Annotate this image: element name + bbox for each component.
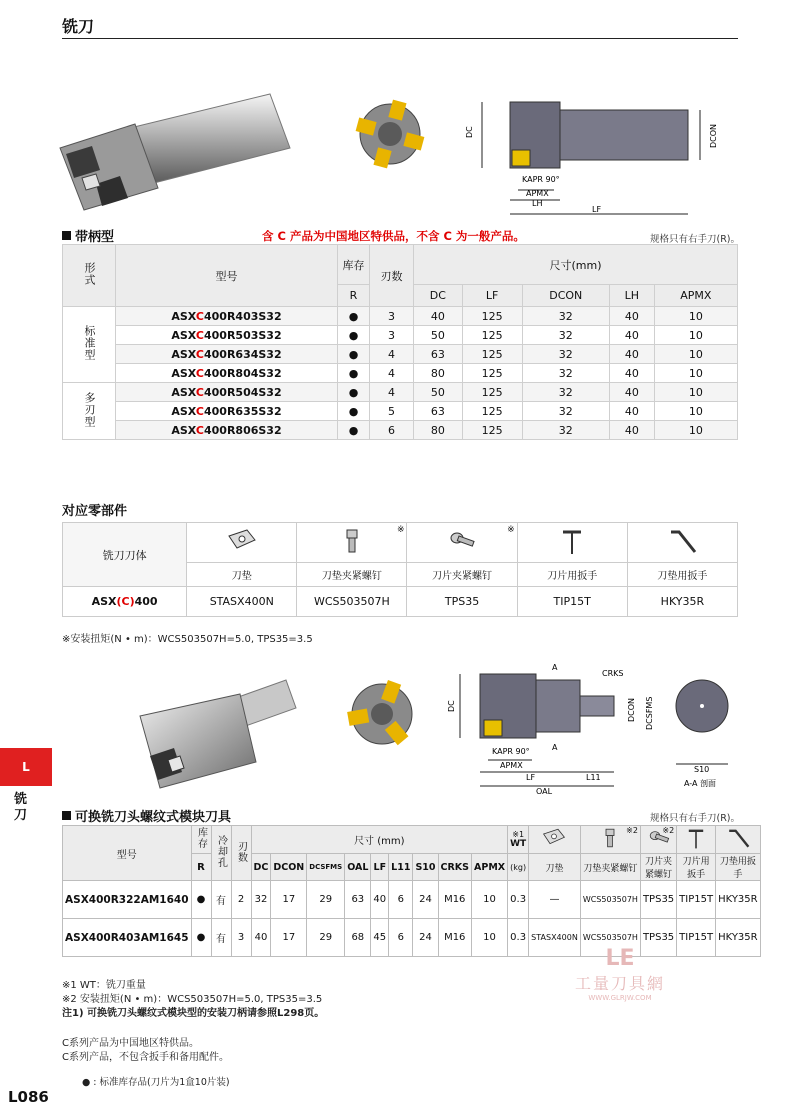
cell-lf: 125 (462, 364, 522, 383)
t3-parts-icon: ※2 (640, 826, 676, 854)
parts-icon-cell (297, 523, 407, 563)
group-std-label: 标准型 (83, 325, 96, 361)
cell-lf: 125 (462, 307, 522, 326)
cell-dc: 80 (414, 364, 463, 383)
modular-table (62, 825, 761, 957)
parts-col-shim-screw: 刀垫夹紧螺钉 (297, 563, 407, 587)
table-row (63, 364, 738, 383)
diagram2-oal-label: OAL (536, 787, 553, 796)
t3-stock-cell: ● (191, 881, 211, 919)
footnote-1: ※1 WT：铣刀重量 (62, 980, 146, 991)
group-multi-label: 多刃型 (83, 391, 96, 428)
page-header-title: 铣刀 (62, 17, 95, 36)
diagram1-dc-label: DC (465, 126, 474, 138)
col-model-header: 型号 (116, 245, 338, 307)
diagram1-lh-label: LH (532, 199, 543, 208)
cell-stock: ● (338, 345, 370, 364)
t3-col-teeth: 刃数 (235, 840, 247, 863)
t3-col-dims: 尺寸 (mm) (251, 826, 508, 854)
t3-part-cell: WCS503507H (580, 881, 640, 919)
shim-screw-icon (335, 526, 369, 556)
t3-part-cell: TIP15T (677, 919, 716, 957)
cell-z: 3 (370, 326, 414, 345)
t3-part-cell: — (529, 881, 581, 919)
col-stock-header: 库存 (338, 245, 370, 285)
t3-dim-header: DCON (271, 854, 307, 881)
cell-apmx: 10 (654, 326, 737, 345)
diagram2-a2-label: A (552, 743, 558, 752)
t3-col-stock: 库存 (195, 827, 207, 849)
t3-dim-header: APMX (472, 854, 508, 881)
cell-dcon: 32 (522, 345, 610, 364)
cell-z: 6 (370, 421, 414, 440)
page-number: L086 (8, 1088, 49, 1106)
t3-insert-wrench-icon (681, 826, 711, 850)
diagram1-apmx-label: APMX (526, 189, 549, 198)
header-divider (62, 38, 738, 39)
cell-dc: 63 (414, 345, 463, 364)
t3-parts-icon: ※2 (580, 826, 640, 854)
parts-val-insert-screw: TPS35 (407, 587, 517, 617)
cell-dc: 50 (414, 326, 463, 345)
footnote-3: 注1) 可换铣刀头螺纹式模块型的安装刀柄请参照L298页。 (62, 1008, 325, 1019)
t3-dim-cell: 68 (345, 919, 371, 957)
parts-val-shim-wrench: HKY35R (627, 587, 737, 617)
diagram2-dcsfms-label: DCSFMS (645, 696, 654, 730)
t3-dim-cell: 10 (472, 881, 508, 919)
modular-dimension-diagram (440, 660, 740, 800)
cell-lh: 40 (610, 326, 655, 345)
section2-title: 可换铣刀头螺纹式模块刀具 (62, 806, 231, 825)
cell-dcon: 32 (522, 421, 610, 440)
cell-z: 4 (370, 345, 414, 364)
table-row (63, 881, 761, 919)
parts-icon-cell (517, 523, 627, 563)
cell-stock: ● (338, 326, 370, 345)
cell-dc: 40 (414, 307, 463, 326)
section1-title: 带柄型 (62, 226, 114, 245)
t3-stock-cell: ● (191, 919, 211, 957)
t3-dim-header: LF (371, 854, 389, 881)
t3-wt-cell: 0.3 (508, 881, 529, 919)
t3-dim-cell: 6 (389, 881, 413, 919)
col-apmx-header: APMX (654, 285, 737, 307)
cell-lf: 125 (462, 383, 522, 402)
t3-dim-header: L11 (389, 854, 413, 881)
cell-lh: 40 (610, 421, 655, 440)
t3-part-cell: TPS35 (640, 881, 676, 919)
t3-part-cell: HKY35R (716, 919, 761, 957)
t3-dim-cell: 45 (371, 919, 389, 957)
t3-part-header: 刀片用扳手 (677, 854, 716, 881)
cell-stock: ● (338, 307, 370, 326)
diagram2-a1-label: A (552, 663, 558, 672)
parts-mark: ※ (396, 525, 405, 535)
cell-z: 3 (370, 307, 414, 326)
t3-part-cell: TPS35 (640, 919, 676, 957)
diagram2-dcon-label: DCON (627, 697, 636, 722)
t3-part-cell: TIP15T (677, 881, 716, 919)
parts-col-insert-screw: 刀片夹紧螺钉 (407, 563, 517, 587)
model-cell: ASXC400R635S32 (116, 402, 338, 421)
t3-shim-wrench-icon (723, 826, 753, 850)
cell-dc: 63 (414, 402, 463, 421)
t3-part-header: 刀垫 (529, 854, 581, 881)
col-lh-header: LH (610, 285, 655, 307)
cell-stock: ● (338, 421, 370, 440)
t3-part-cell: STASX400N (529, 919, 581, 957)
footnote-2: ※2 安装扭矩(N • m)：WCS503507H=5.0, TPS35=3.5 (62, 994, 323, 1005)
cell-stock: ● (338, 383, 370, 402)
parts-col-insert-wrench: 刀片用扳手 (517, 563, 627, 587)
table-row (63, 307, 738, 326)
cell-dc: 50 (414, 383, 463, 402)
diagram1-lf-label: LF (592, 205, 602, 214)
t3-dim-header: CRKS (438, 854, 472, 881)
parts-col-shim-wrench: 刀垫用扳手 (627, 563, 737, 587)
modular-end-view-image (344, 676, 420, 752)
parts-val-shim-screw: WCS503507H (297, 587, 407, 617)
cell-lh: 40 (610, 383, 655, 402)
t3-part-cell: HKY35R (716, 881, 761, 919)
cell-dcon: 32 (522, 383, 610, 402)
chapter-tab[interactable]: L (0, 748, 52, 786)
t3-dim-cell: 10 (472, 919, 508, 957)
shim-wrench-icon (665, 526, 699, 556)
t3-dim-header: DC (251, 854, 271, 881)
diagram2-apmx-label: APMX (500, 761, 523, 770)
cell-lh: 40 (610, 345, 655, 364)
model-cell: ASXC400R504S32 (116, 383, 338, 402)
diagram2-l11-label: L11 (586, 773, 601, 782)
col-lf-header: LF (462, 285, 522, 307)
diagram1-dcon-label: DCON (709, 123, 718, 148)
diagram2-dc-label: DC (447, 700, 456, 712)
t3-dim-header: OAL (345, 854, 371, 881)
cell-lh: 40 (610, 402, 655, 421)
cell-dcon: 32 (522, 402, 610, 421)
cell-stock: ● (338, 402, 370, 421)
cell-lh: 40 (610, 307, 655, 326)
model-cell: ASXC400R403S32 (116, 307, 338, 326)
t3-dim-cell: M16 (438, 881, 472, 919)
footnote-red-1: C系列产品为中国地区特供品。 (62, 1038, 199, 1049)
cell-lf: 125 (462, 421, 522, 440)
chapter-label: 铣刀 (14, 792, 28, 823)
t3-parts-icon (677, 826, 716, 854)
model-cell: ASXC400R634S32 (116, 345, 338, 364)
t3-shim-screw-icon (595, 826, 625, 850)
t3-wt-unit: (kg) (508, 854, 529, 881)
t3-parts-icon (529, 826, 581, 854)
parts-body-label: 铣刀刀体 (63, 523, 187, 587)
section1-right-note: 规格只有右手刀(R)。 (650, 234, 741, 245)
cell-apmx: 10 (654, 307, 737, 326)
cell-apmx: 10 (654, 364, 737, 383)
shank-cutter-image (40, 88, 300, 218)
model-cell: ASXC400R804S32 (116, 364, 338, 383)
parts-title: 对应零部件 (62, 504, 128, 519)
t3-dim-cell: 24 (413, 919, 438, 957)
t3-col-stock-sub: R (191, 854, 211, 881)
parts-torque-note: ※安装扭矩(N • m)：WCS503507H=5.0, TPS35=3.5 (62, 634, 313, 645)
col-dims-header: 尺寸(mm) (414, 245, 738, 285)
footnote-red-2: C系列产品，不包含扳手和备用配件。 (62, 1052, 229, 1063)
cell-z: 5 (370, 402, 414, 421)
diagram1-kapr-label: KAPR 90° (522, 175, 560, 184)
diagram2-crks-label: CRKS (602, 669, 624, 678)
t3-part-header: 刀垫用扳手 (716, 854, 761, 881)
t3-dim-header: DCSFMS (307, 854, 345, 881)
diagram2-section-label: A-A 剖面 (684, 779, 717, 788)
t3-col-coolant: 冷却孔 (215, 835, 227, 868)
cell-lf: 125 (462, 345, 522, 364)
section2-right-note: 规格只有右手刀(R)。 (650, 813, 741, 824)
parts-icon-cell (407, 523, 517, 563)
cell-dcon: 32 (522, 364, 610, 383)
parts-val-shim: STASX400N (187, 587, 297, 617)
insert-wrench-icon (555, 526, 589, 556)
insert-screw-icon (445, 526, 479, 556)
cell-dcon: 32 (522, 326, 610, 345)
t3-dim-cell: 17 (271, 919, 307, 957)
t3-dim-cell: 24 (413, 881, 438, 919)
cell-apmx: 10 (654, 383, 737, 402)
t3-z-cell: 2 (231, 881, 251, 919)
diagram2-lf-label: LF (526, 773, 536, 782)
model-cell: ASXC400R503S32 (116, 326, 338, 345)
t3-wt-cell: 0.3 (508, 919, 529, 957)
parts-table (62, 522, 738, 617)
parts-mark: ※ (507, 525, 515, 535)
parts-val-insert-wrench: TIP15T (517, 587, 627, 617)
t3-col-wt: ※1 WT (508, 826, 529, 854)
t3-part-header: 刀垫夹紧螺钉 (580, 854, 640, 881)
parts-body-model: ASX(C)400 (63, 587, 187, 617)
cell-apmx: 10 (654, 421, 737, 440)
t3-dim-cell: 17 (271, 881, 307, 919)
t3-dim-cell: 29 (307, 919, 345, 957)
t3-dim-cell: 29 (307, 881, 345, 919)
section1-red-note: 含 C 产品为中国地区特供品，不含 C 为一般产品。 (262, 229, 525, 243)
t3-model-cell: ASX400R322AM1640 (63, 881, 192, 919)
cutter-end-view-image (352, 96, 428, 172)
table-row (63, 326, 738, 345)
shank-type-table (62, 244, 738, 440)
table-row (63, 402, 738, 421)
t3-part-header: 刀片夹紧螺钉 (640, 854, 676, 881)
table-row (63, 345, 738, 364)
t3-dim-cell: 63 (345, 881, 371, 919)
stock-legend: ● : 标准库存品(刀片为1盒10片装) (82, 1077, 230, 1088)
cell-stock: ● (338, 364, 370, 383)
modular-cutter-image (110, 676, 300, 796)
col-dcon-header: DCON (522, 285, 610, 307)
cell-apmx: 10 (654, 402, 737, 421)
shank-dimension-diagram (460, 92, 740, 222)
parts-col-shim: 刀垫 (187, 563, 297, 587)
col-dc-header: DC (414, 285, 463, 307)
t3-dim-cell: 40 (371, 881, 389, 919)
table-row (63, 421, 738, 440)
model-cell: ASXC400R806S32 (116, 421, 338, 440)
t3-dim-cell: 40 (251, 919, 271, 957)
col-teeth-header: 刃数 (370, 245, 414, 307)
t3-dim-cell: 32 (251, 881, 271, 919)
table-row (63, 383, 738, 402)
cell-lh: 40 (610, 364, 655, 383)
t3-dim-cell: M16 (438, 919, 472, 957)
cell-z: 4 (370, 364, 414, 383)
t3-model-cell: ASX400R403AM1645 (63, 919, 192, 957)
cell-dc: 80 (414, 421, 463, 440)
diagram2-kapr-label: KAPR 90° (492, 747, 530, 756)
t3-part-cell: WCS503507H (580, 919, 640, 957)
t3-cool-cell: 有 (211, 919, 231, 957)
cell-z: 4 (370, 383, 414, 402)
parts-icon-cell (187, 523, 297, 563)
cell-dcon: 32 (522, 307, 610, 326)
t3-z-cell: 3 (231, 919, 251, 957)
t3-dim-header: S10 (413, 854, 438, 881)
col-form-header: 形式 (83, 262, 96, 286)
t3-shim-icon (539, 826, 569, 850)
diagram2-s10-label: S10 (694, 765, 710, 774)
t3-dim-cell: 6 (389, 919, 413, 957)
cell-apmx: 10 (654, 345, 737, 364)
cell-lf: 125 (462, 326, 522, 345)
t3-cool-cell: 有 (211, 881, 231, 919)
parts-icon-cell (627, 523, 737, 563)
watermark-logo: LE 工量刀具網 WWW.GLRJW.COM (574, 946, 665, 1002)
t3-parts-icon (716, 826, 761, 854)
shim-icon (225, 526, 259, 556)
col-stock-sub-header: R (338, 285, 370, 307)
cell-lf: 125 (462, 402, 522, 421)
t3-col-model: 型号 (63, 826, 192, 881)
